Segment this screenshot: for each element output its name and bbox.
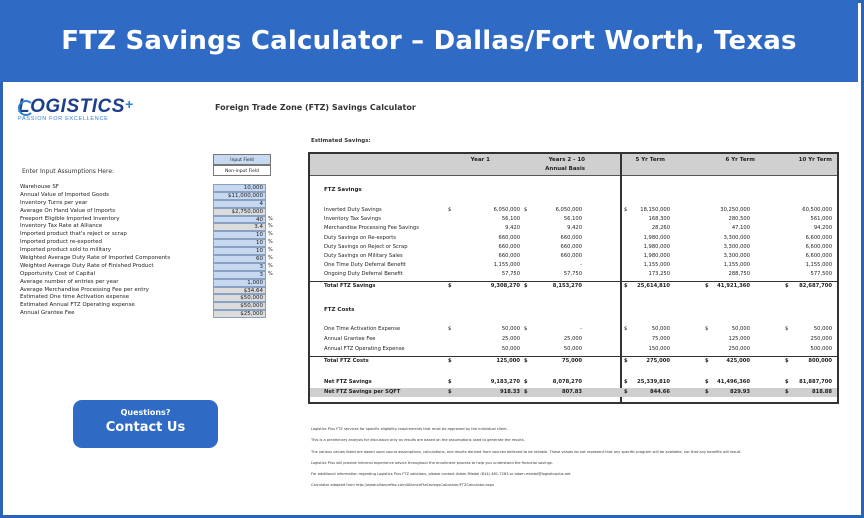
note-line: Calculator adapted from http://www.allianceftsz.com/AllianceFtzSavingsCalculator/FTZCalculator.aspx	[311, 483, 494, 488]
row-label: Inverted Duty Savings	[324, 207, 382, 213]
row-value: 1,980,000	[643, 253, 670, 259]
header-6yr: 6 Yr Term	[725, 157, 755, 163]
row-value: 50,000	[563, 346, 582, 352]
row-value: 660,000	[498, 253, 520, 259]
dollar-sign: $	[785, 358, 789, 364]
questions-label: Questions?	[120, 408, 171, 417]
logo-tagline: PASSION FOR EXCELLENCE	[18, 116, 109, 122]
table-row	[310, 261, 837, 270]
dollar-sign: $	[524, 379, 528, 385]
input-unit: %	[268, 215, 273, 222]
row-value: 28,260	[651, 225, 670, 232]
dollar-sign: $	[524, 358, 528, 364]
row-value: 50,000	[813, 326, 832, 332]
row-label: Net FTZ Savings per SQFT	[324, 389, 401, 395]
row-value: 60,500,000	[802, 207, 832, 213]
input-value-field[interactable]: 10	[213, 231, 266, 239]
note-line: Logistics Plus will provide informal experience advice throughout the enrollment process to help you understand the financial savings.	[311, 460, 553, 465]
row-value: 1,980,000	[643, 243, 670, 250]
input-label: Imported product re-exported	[20, 239, 102, 246]
section-title: FTZ Savings	[324, 187, 362, 193]
input-row	[20, 302, 280, 310]
row-value: 25,000	[563, 336, 582, 342]
input-label: Freeport Eligible Imported Inventory	[20, 215, 120, 222]
row-value: 81,887,700	[799, 379, 832, 385]
input-row	[20, 263, 280, 271]
table-row	[310, 356, 837, 365]
row-label: Duty Savings on Military Sales	[324, 253, 403, 259]
row-label: Total FTZ Savings	[324, 282, 376, 289]
row-value: 25,000	[501, 336, 520, 342]
row-value: 800,000	[808, 358, 832, 364]
row-value: 47,100	[731, 225, 750, 232]
dollar-sign: $	[448, 379, 452, 385]
row-value: 660,000	[560, 234, 582, 241]
table-row	[310, 335, 837, 344]
row-value: 173,250	[648, 271, 670, 278]
header-years2-10: Years 2 - 10	[548, 157, 585, 163]
table-row	[310, 206, 837, 215]
row-value: 500,000	[810, 346, 832, 352]
row-label: One Time Duty Deferral Benefit	[324, 262, 406, 269]
input-row	[20, 192, 280, 200]
input-value-field[interactable]: 4	[213, 200, 266, 208]
header-5yr: 5 Yr Term	[635, 157, 665, 163]
input-value-field[interactable]: 10	[213, 247, 266, 255]
note-line: This is a preliminary analysis for discussion only as results are based on the assumptions used to generate the results.	[311, 438, 525, 443]
input-row	[20, 184, 280, 192]
note-line: The various values listed are based upon sound assumptions, calculations, and results derived from sources believed to be reliable. These values do not represent that any specific program will be available, nor that any benefits will result.	[311, 449, 742, 454]
contact-us-button[interactable]	[73, 400, 218, 448]
row-label: Inventory Tax Savings	[324, 216, 381, 223]
input-row	[20, 247, 280, 255]
row-value: 56,100	[501, 216, 520, 223]
input-value-field[interactable]: 3	[213, 263, 266, 271]
row-value: 75,000	[651, 336, 670, 342]
title-banner	[0, 0, 858, 82]
table-row	[310, 281, 837, 290]
input-label: Weighted Average Duty Rate of Finished Product	[20, 262, 154, 269]
results-table	[308, 152, 839, 404]
row-value: 275,000	[646, 358, 670, 364]
input-row	[20, 200, 280, 208]
dollar-sign: $	[705, 379, 709, 385]
row-value: 3,300,000	[723, 243, 750, 250]
row-label: Total FTZ Costs	[324, 358, 369, 364]
row-value: 1,155,000	[723, 262, 750, 269]
row-value: 25,614,810	[637, 282, 670, 289]
row-value: 50,000	[501, 346, 520, 352]
input-label: Inventory Tax Rate at Alliance	[20, 223, 103, 230]
row-value: 9,420	[567, 225, 582, 232]
input-label: Imported product sold to military	[20, 247, 112, 254]
table-row	[310, 234, 837, 243]
dollar-sign: $	[624, 326, 628, 332]
input-value-field[interactable]: 60	[213, 255, 266, 263]
input-row	[20, 255, 280, 263]
disclaimer-notes	[311, 424, 831, 492]
legend-input-field: Input Field	[213, 154, 271, 165]
input-row	[20, 239, 280, 247]
row-value: 6,050,000	[555, 207, 582, 213]
legend-non-input-field: Non-input Field	[213, 165, 271, 176]
input-value-field[interactable]: 1,000	[213, 279, 266, 287]
row-value: 844.66	[649, 389, 670, 395]
row-value: 1,980,000	[643, 234, 670, 241]
row-value: 41,921,360	[717, 282, 750, 289]
input-label: Weighted Average Duty Rate of Imported Components	[20, 255, 171, 262]
row-value: 6,600,000	[805, 234, 832, 241]
dollar-sign: $	[705, 389, 709, 395]
input-value-field[interactable]: $11,000,000	[213, 192, 266, 200]
input-row	[20, 271, 280, 279]
row-value: 6,050,000	[493, 207, 520, 213]
dollar-sign: $	[448, 282, 452, 289]
row-value: 829.93	[729, 389, 750, 395]
input-label: Average Merchandise Processing Fee per entry	[20, 286, 149, 293]
input-row	[20, 294, 280, 302]
input-value-field: $25,000	[213, 310, 266, 318]
dollar-sign: $	[448, 389, 452, 395]
row-value: 18,150,000	[640, 207, 670, 213]
row-label: Duty Savings on Reject or Scrap	[324, 243, 408, 250]
row-value: 9,420	[505, 225, 520, 232]
input-unit: %	[268, 270, 273, 277]
input-label: Warehouse SF	[20, 184, 59, 190]
row-value: 1,155,000	[493, 262, 520, 269]
row-value: 8,153,270	[552, 282, 582, 289]
header-year1: Year 1	[470, 157, 490, 163]
dollar-sign: $	[785, 282, 789, 289]
sheet-title: Foreign Trade Zone (FTZ) Savings Calculator	[215, 103, 416, 112]
table-row	[310, 378, 837, 387]
contact-us-label: Contact Us	[105, 420, 186, 435]
dollar-sign: $	[624, 379, 628, 385]
row-value: 1,155,000	[805, 262, 832, 269]
input-row	[20, 231, 280, 239]
input-value-field: 3.4	[213, 223, 266, 231]
row-value: 918.33	[499, 389, 520, 395]
input-label: Opportunity Cost of Capital	[20, 270, 96, 277]
section-title: FTZ Costs	[324, 307, 355, 313]
input-unit: %	[268, 239, 273, 246]
dollar-sign: $	[624, 358, 628, 364]
input-label: Annual Value of Imported Goods	[20, 191, 109, 198]
row-label: Duty Savings on Re-exports	[324, 234, 397, 241]
input-assumptions	[20, 184, 280, 318]
input-row	[20, 216, 280, 224]
row-value: 125,000	[496, 358, 520, 364]
row-value: 50,000	[501, 326, 520, 332]
row-value: 50,000	[651, 326, 670, 332]
row-value: 41,496,360	[717, 379, 750, 385]
row-value: 25,339,810	[637, 379, 670, 385]
input-label: Imported product that's reject or scrap	[20, 231, 127, 238]
row-label: Annual Grantee Fee	[324, 336, 376, 342]
dollar-sign: $	[785, 389, 789, 395]
plus-icon: +	[124, 96, 134, 112]
row-value: 818.88	[811, 389, 832, 395]
row-value: 6,600,000	[805, 243, 832, 250]
logo-swoosh-icon	[18, 100, 34, 116]
row-value: 50,000	[731, 326, 750, 332]
dollar-sign: $	[785, 379, 789, 385]
row-label: One Time Activation Expense	[324, 326, 401, 332]
input-unit: %	[268, 262, 273, 269]
input-heading: Enter Input Assumptions Here:	[22, 168, 115, 175]
row-value: 280,500	[728, 216, 750, 223]
row-value: 75,000	[561, 358, 582, 364]
input-value-field[interactable]: 10	[213, 239, 266, 247]
row-value: 660,000	[560, 243, 582, 250]
row-value: 577,500	[810, 271, 832, 278]
table-row	[310, 243, 837, 252]
input-row	[20, 208, 280, 216]
row-value: 425,000	[726, 358, 750, 364]
header-annual-basis: Annual Basis	[545, 166, 585, 172]
table-row	[310, 252, 837, 261]
row-value: 30,250,000	[720, 207, 750, 213]
dollar-sign: $	[448, 207, 452, 213]
row-value: 3,300,000	[723, 253, 750, 259]
dollar-sign: $	[524, 282, 528, 289]
row-value: 561,000	[810, 216, 832, 223]
input-row	[20, 287, 280, 295]
row-value: 250,000	[810, 336, 832, 342]
row-value: 660,000	[498, 234, 520, 241]
row-value: 660,000	[560, 253, 582, 259]
dollar-sign: $	[524, 389, 528, 395]
row-value: 660,000	[498, 243, 520, 250]
dollar-sign: $	[785, 326, 789, 332]
table-row	[310, 325, 837, 334]
table-row	[310, 215, 837, 224]
logo-word: LOGISTICS	[18, 96, 125, 117]
row-value: 250,000	[728, 346, 750, 352]
row-value: 94,200	[813, 225, 832, 232]
row-value: 3,300,000	[723, 234, 750, 241]
input-value-field: $2,750,000	[213, 208, 266, 216]
table-row	[310, 270, 837, 279]
row-value: 1,155,000	[643, 262, 670, 269]
row-value: 9,308,270	[490, 282, 520, 289]
input-label: Average On Hand Value of Imports	[20, 207, 116, 214]
row-value: 9,183,270	[490, 379, 520, 385]
row-value: 57,750	[501, 271, 520, 278]
results-header	[310, 154, 837, 176]
dollar-sign: $	[624, 207, 628, 213]
dollar-sign: $	[448, 326, 452, 332]
row-value: 125,000	[728, 336, 750, 342]
input-value-field[interactable]: 3	[213, 271, 266, 279]
input-label: Estimated Annual FTZ Operating expense	[20, 302, 135, 309]
row-value: 57,750	[563, 271, 582, 278]
table-row	[310, 388, 837, 397]
input-value-field[interactable]: 40	[213, 216, 266, 224]
row-value: 6,600,000	[805, 253, 832, 259]
input-row	[20, 310, 280, 318]
dollar-sign: $	[705, 326, 709, 332]
input-unit: %	[268, 247, 273, 254]
row-value: 150,000	[648, 346, 670, 352]
input-value-field: $34.64	[213, 287, 266, 295]
input-row	[20, 223, 280, 231]
input-value-field[interactable]: 10,000	[213, 184, 266, 192]
dollar-sign: $	[524, 326, 528, 332]
table-row	[310, 345, 837, 354]
estimated-savings-label: Estimated Savings:	[311, 138, 371, 144]
row-label: Merchandise Processing Fee Savings	[324, 225, 419, 232]
row-value: 56,100	[563, 216, 582, 223]
input-row	[20, 279, 280, 287]
input-unit: %	[268, 223, 273, 230]
row-value: -	[580, 262, 582, 269]
input-unit: %	[268, 231, 273, 238]
dollar-sign: $	[624, 282, 628, 289]
note-line: For additional information regarding Logistics Plus FTZ solutions, please contact Adam Miedal (814) 461-7283 or adam.miedal@logisticsplus.net	[311, 472, 571, 477]
note-line: Logistics Plus FTZ services for specific eligibility requirements that must be approved by the individual client.	[311, 427, 508, 431]
row-label: Net FTZ Savings	[324, 379, 372, 385]
dollar-sign: $	[705, 282, 709, 289]
input-label: Inventory Turns per year	[20, 199, 88, 206]
dollar-sign: $	[705, 358, 709, 364]
row-value: -	[580, 326, 582, 332]
row-value: 82,687,700	[799, 282, 832, 289]
input-value-field: $50,000	[213, 302, 266, 310]
dollar-sign: $	[524, 207, 528, 213]
row-label: Annual FTZ Operating Expense	[324, 346, 405, 352]
input-label: Average number of entries per year	[20, 278, 119, 285]
row-value: 288,750	[728, 271, 750, 278]
input-label: Annual Grantee Fee	[20, 310, 75, 317]
page-title: FTZ Savings Calculator – Dallas/Fort Worth, Texas	[61, 26, 797, 56]
input-unit: %	[268, 255, 273, 262]
table-row	[310, 224, 837, 233]
row-value: 168,300	[648, 216, 670, 223]
row-label: Ongoing Duty Deferral Benefit	[324, 271, 403, 278]
dollar-sign: $	[448, 358, 452, 364]
header-10yr: 10 Yr Term	[798, 157, 832, 163]
dollar-sign: $	[624, 389, 628, 395]
input-value-field: $50,000	[213, 294, 266, 302]
row-value: 807.83	[561, 389, 582, 395]
logistics-plus-logo	[18, 96, 134, 128]
row-value: 8,078,270	[552, 379, 582, 385]
input-label: Estimated One time Activation expense	[20, 294, 130, 301]
